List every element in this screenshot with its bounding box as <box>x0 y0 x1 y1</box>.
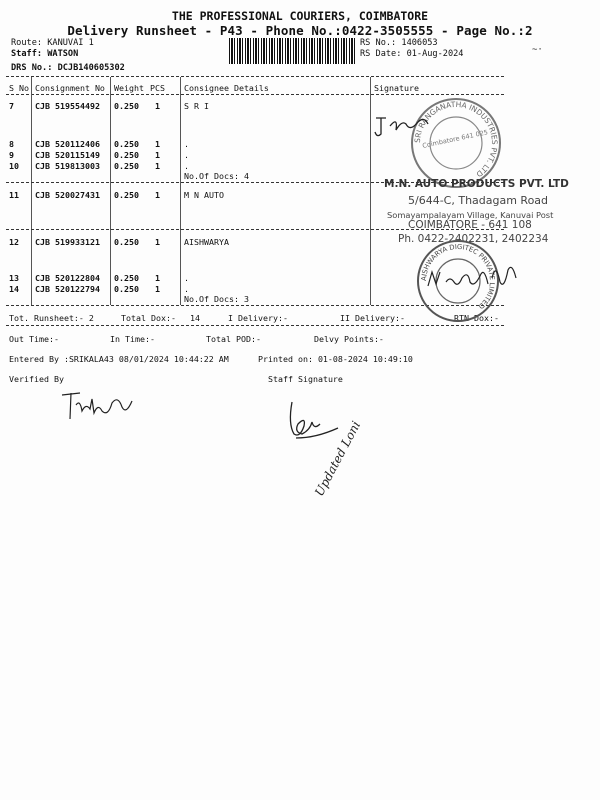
row-consignee: . <box>184 161 189 171</box>
total-runsheet: Tot. Runsheet:- 2 <box>9 313 94 323</box>
printed-on: Printed on: 01-08-2024 10:49:10 <box>258 354 413 364</box>
staff-signature-label: Staff Signature <box>268 374 343 384</box>
sri-stamp-ring-text: SRI RANGANATHA INDUSTRIES PVT. LTD <box>412 99 500 179</box>
mn-auto-address1: 5/644-C, Thadagam Road <box>408 194 549 207</box>
col-consignee: Consignee Details <box>184 83 269 93</box>
row-consignment: CJB 520115149 <box>35 150 100 160</box>
row-weight: 0.250 <box>114 284 139 294</box>
rs-date: RS Date: 01-Aug-2024 <box>360 49 464 59</box>
row-pcs: 1 <box>155 150 160 160</box>
drs-number: DRS No.: DCJB140605302 <box>11 63 125 73</box>
row-consignee: . <box>184 273 189 283</box>
sri-stamp-center: Coimbatore 641 025 <box>421 128 489 150</box>
verified-by: Verified By <box>9 374 64 384</box>
divider <box>6 325 504 326</box>
total-pod: Total POD:- <box>206 334 261 344</box>
docs-count: No.Of Docs: 4 <box>184 171 249 181</box>
row-weight: 0.250 <box>114 101 139 111</box>
runsheet-title: Delivery Runsheet - P43 - Phone No.:0422-3505555 - Page No.:2 <box>67 23 533 38</box>
row-pcs: 1 <box>155 190 160 200</box>
row-weight: 0.250 <box>114 139 139 149</box>
mn-auto-city: COIMBATORE - 641 108 <box>408 219 532 231</box>
mn-auto-name: M.N. AUTO PRODUCTS PVT. LTD <box>384 178 569 190</box>
aishwarya-stamp-ring-text: AISHWARYA DIGITEC PRIVATE LIMITED <box>419 242 497 311</box>
row-sno: 9 <box>9 150 14 160</box>
route-label: Route: KANUVAI 1 <box>11 38 94 48</box>
company-title: THE PROFESSIONAL COURIERS, COIMBATORE <box>171 9 429 23</box>
verified-signature <box>60 385 140 425</box>
in-time: In Time:- <box>110 334 155 344</box>
out-time: Out Time:- <box>9 334 59 344</box>
ii-delivery: II Delivery:- <box>340 313 405 323</box>
row-pcs: 1 <box>155 101 160 111</box>
handwritten-note: Updated Loni <box>312 418 364 499</box>
row-consignment: CJB 519933121 <box>35 237 100 247</box>
row-weight: 0.250 <box>114 237 139 247</box>
column-separator <box>110 77 111 305</box>
col-signature: Signature <box>374 83 419 93</box>
row-weight: 0.250 <box>114 190 139 200</box>
row-consignee: AISHWARYA <box>184 237 229 247</box>
row-pcs: 1 <box>155 161 160 171</box>
row-pcs: 1 <box>155 237 160 247</box>
col-weight: Weight <box>114 83 144 93</box>
row-consignment: CJB 519554492 <box>35 101 100 111</box>
row-consignee: . <box>184 139 189 149</box>
delvy-points: Delvy Points:- <box>314 334 384 344</box>
column-separator <box>31 77 32 305</box>
row-sno: 8 <box>9 139 14 149</box>
row-sno: 14 <box>9 284 19 294</box>
row-sno: 13 <box>9 273 19 283</box>
signature-scribble <box>372 110 432 140</box>
column-separator <box>370 77 371 305</box>
row-pcs: 1 <box>155 139 160 149</box>
row-consignment: CJB 520112406 <box>35 139 100 149</box>
total-dox-value: 14 <box>190 313 200 323</box>
row-pcs: 1 <box>155 284 160 294</box>
rtn-dox: RTN Dox:- <box>454 313 499 323</box>
row-consignee: . <box>184 284 189 294</box>
row-consignee: S R I <box>184 101 209 111</box>
row-consignment: CJB 520122794 <box>35 284 100 294</box>
row-sno: 10 <box>9 161 19 171</box>
divider <box>6 76 504 77</box>
row-consignment: CJB 519813003 <box>35 161 100 171</box>
col-pcs: PCS <box>150 83 165 93</box>
entered-by: Entered By :SRIKALA43 08/01/2024 10:44:22 AM <box>9 354 229 364</box>
staff-label: Staff: WATSON <box>11 49 79 59</box>
row-sno: 12 <box>9 237 19 247</box>
row-weight: 0.250 <box>114 150 139 160</box>
column-separator <box>180 77 181 305</box>
mn-auto-phone: Ph. 0422-2402231, 2402234 <box>398 233 549 245</box>
row-consignment: CJB 520027431 <box>35 190 100 200</box>
barcode <box>229 38 355 64</box>
total-dox-label: Total Dox:- <box>121 313 176 323</box>
row-weight: 0.250 <box>114 161 139 171</box>
signature-scribble <box>424 258 524 298</box>
row-consignee: M N AUTO <box>184 190 224 200</box>
col-consignment: Consignment No <box>35 83 105 93</box>
col-sno: S No <box>9 83 29 93</box>
docs-count: No.Of Docs: 3 <box>184 294 249 304</box>
mark-icon: ~· <box>532 45 543 55</box>
i-delivery: I Delivery:- <box>228 313 288 323</box>
row-consignee: . <box>184 150 189 160</box>
row-sno: 11 <box>9 190 19 200</box>
mn-auto-address2: Somayampalayam Village, Kanuvai Post <box>387 210 554 220</box>
row-sno: 7 <box>9 101 14 111</box>
rs-number: RS No.: 1406053 <box>360 38 438 48</box>
row-consignment: CJB 520122804 <box>35 273 100 283</box>
row-weight: 0.250 <box>114 273 139 283</box>
row-pcs: 1 <box>155 273 160 283</box>
